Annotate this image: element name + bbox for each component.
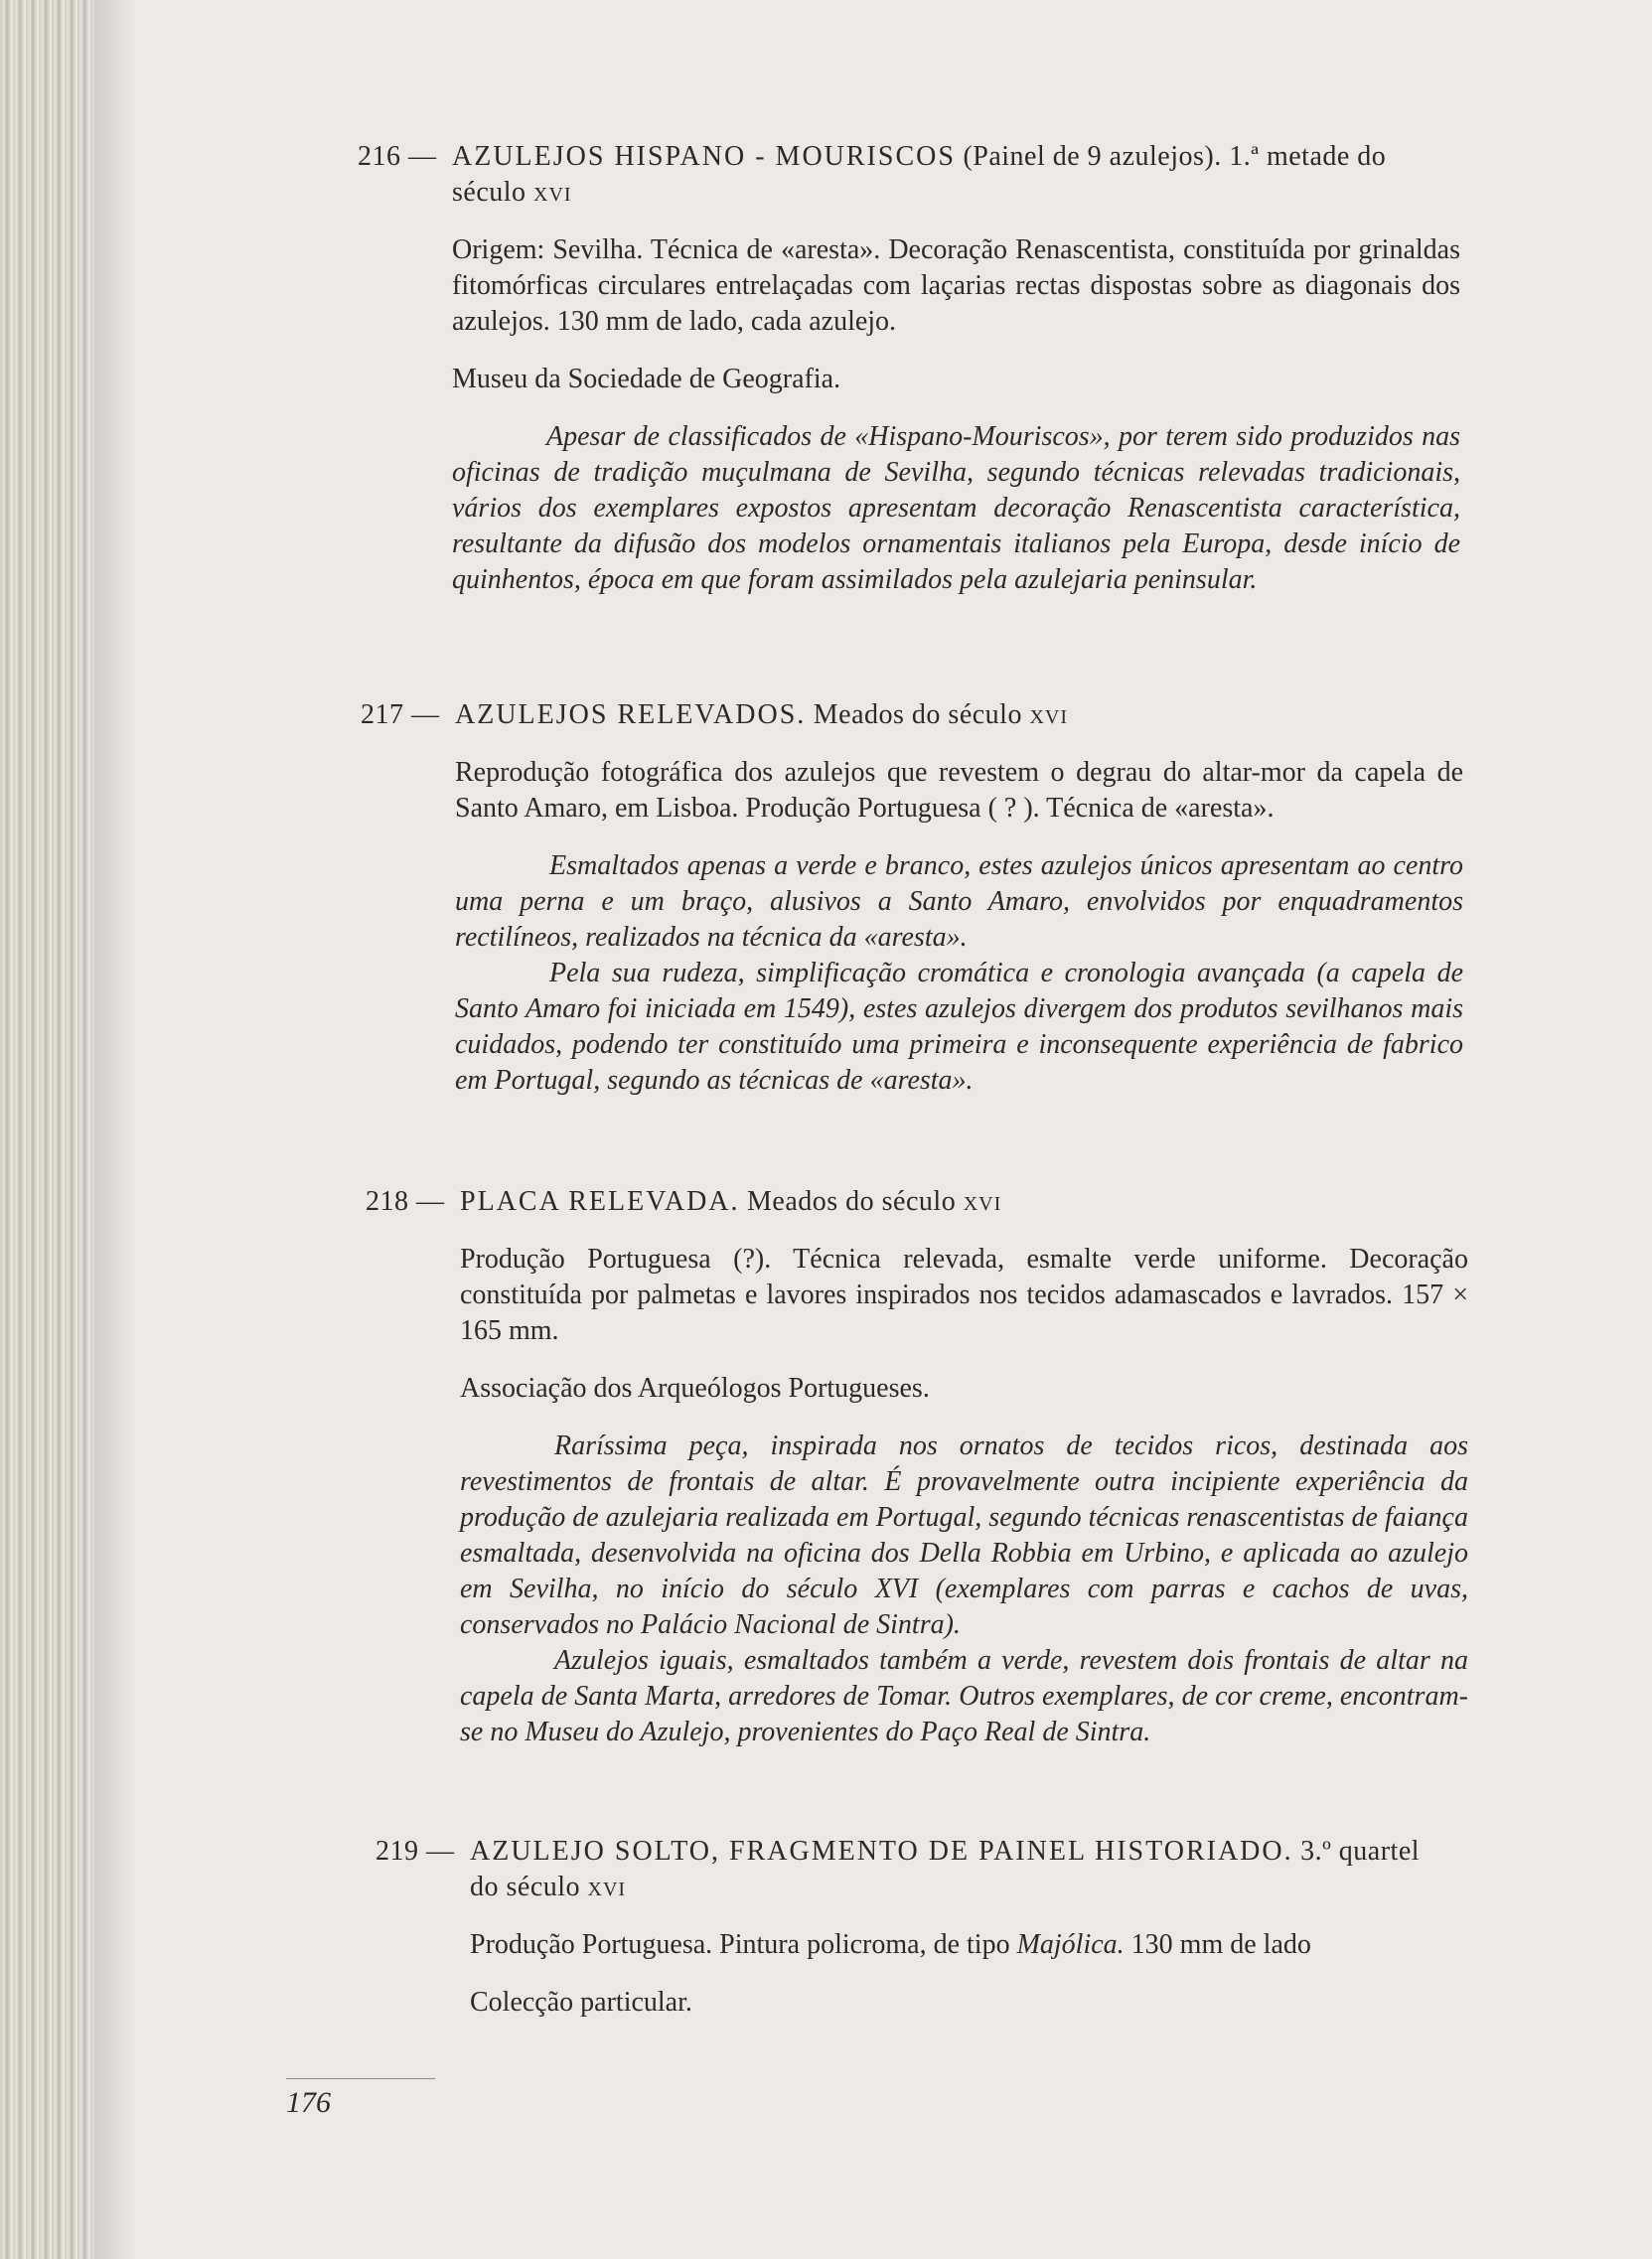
entry-heading [358, 139, 1460, 211]
entry-period: xvi [1029, 699, 1069, 730]
entry-heading-rest: 3.º quartel [1292, 1836, 1421, 1867]
entry-description: Reprodução fotográfica dos azulejos que revestem o degrau do altar-mor da capela de Santo Amaro, em Lisboa. Produção Portuguesa ( ? ). Técnica de «aresta». [455, 757, 1463, 824]
catalog-entry-219 [375, 1834, 1478, 2021]
gutter-shadow [94, 0, 134, 2259]
catalog-entry-217 [361, 697, 1463, 1099]
book-binding-gutter [0, 0, 94, 2259]
entry-number: 217 — [361, 699, 440, 730]
entry-heading-rest: Meados do século [806, 699, 1030, 730]
entry-description: Produção Portuguesa. Pintura policroma, de tipo Majólica. 130 mm de lado [470, 1929, 1311, 1960]
entry-title: PLACA RELEVADA. [460, 1186, 740, 1217]
catalog-entry-218 [366, 1184, 1468, 1750]
entry-title: AZULEJO SOLTO, FRAGMENTO DE PAINEL HISTORIADO. [470, 1836, 1293, 1867]
entry-heading [361, 697, 1463, 733]
entry-title: AZULEJOS RELEVADOS. [455, 699, 807, 730]
entry-period: do século xvi [470, 1872, 627, 1902]
footer-rule [286, 2078, 435, 2079]
entry-heading-rest: (Painel de 9 azulejos). 1.ª metade do [955, 141, 1387, 172]
entry-title: AZULEJOS HISPANO - MOURISCOS [452, 141, 956, 172]
entry-number: 219 — [375, 1836, 455, 1867]
entry-period: século xvi [452, 177, 572, 208]
catalog-entry-216 [358, 139, 1460, 598]
entry-heading [375, 1834, 1478, 1905]
entry-location: Colecção particular. [470, 1987, 692, 2018]
entry-note: Apesar de classificados de «Hispano-Mouriscos», por terem sido produzidos nas oficinas de tradição muçulmana de Sevilha, segundo técnicas relevadas tradicionais, vários dos exemplares expostos apresentam decoração Renascentista característica, resultante da difusão dos modelos ornamentais italianos pela Europa, desde início de quinhentos, época em que foram assimilados pela azulejaria peninsular. [452, 421, 1460, 595]
entry-number: 216 — [358, 141, 437, 172]
entry-location: Museu da Sociedade de Geografia. [452, 364, 841, 394]
entry-number: 218 — [366, 1186, 445, 1217]
entry-note: Raríssima peça, inspirada nos ornatos de tecidos ricos, destinada aos revestimentos de frontais de altar. É provavelmente outra incipiente experiência da produção de azulejaria realizada em Portugal, segundo técnicas renascentistas de faiança esmaltada, desenvolvida na oficina dos Della Robbia em Urbino, e aplicada ao azulejo em Sevilha, no início do século XVI (exemplares com parras e cachos de uvas, conservados no Palácio Nacional de Sintra). [460, 1431, 1468, 1640]
entry-period: xvi [963, 1186, 1002, 1217]
page-number: 176 [286, 2086, 331, 2119]
entry-location: Associação dos Arqueólogos Portugueses. [460, 1373, 930, 1404]
entry-heading-rest: Meados do século [739, 1186, 964, 1217]
entry-heading [366, 1184, 1468, 1220]
entry-note: Pela sua rudeza, simplificação cromática e cronologia avançada (a capela de Santo Amaro foi iniciada em 1549), estes azulejos divergem dos produtos sevilhanos mais cuidados, podendo ter constituído uma primeira e inconsequente experiência de fabrico em Portugal, segundo as técnicas de «aresta». [455, 958, 1463, 1096]
entry-description: Origem: Sevilha. Técnica de «aresta». Decoração Renascentista, constituída por grinaldas fitomórficas circulares entrelaçadas com laçarias rectas dispostas sobre as diagonais dos azulejos. 130 mm de lado, cada azulejo. [452, 234, 1460, 337]
entry-note: Azulejos iguais, esmaltados também a verde, revestem dois frontais de altar na capela de Santa Marta, arredores de Tomar. Outros exemplares, de cor creme, encontram-se no Museu do Azulejo, provenientes do Paço Real de Sintra. [460, 1645, 1468, 1747]
entry-note: Esmaltados apenas a verde e branco, estes azulejos únicos apresentam ao centro uma perna e um braço, alusivos a Santo Amaro, envolvidos por enquadramentos rectilíneos, realizados na técnica da «aresta». [455, 850, 1463, 953]
entry-description: Produção Portuguesa (?). Técnica relevada, esmalte verde uniforme. Decoração constituída por palmetas e lavores inspirados nos tecidos adamascados e lavrados. 157 × 165 mm. [460, 1244, 1468, 1346]
